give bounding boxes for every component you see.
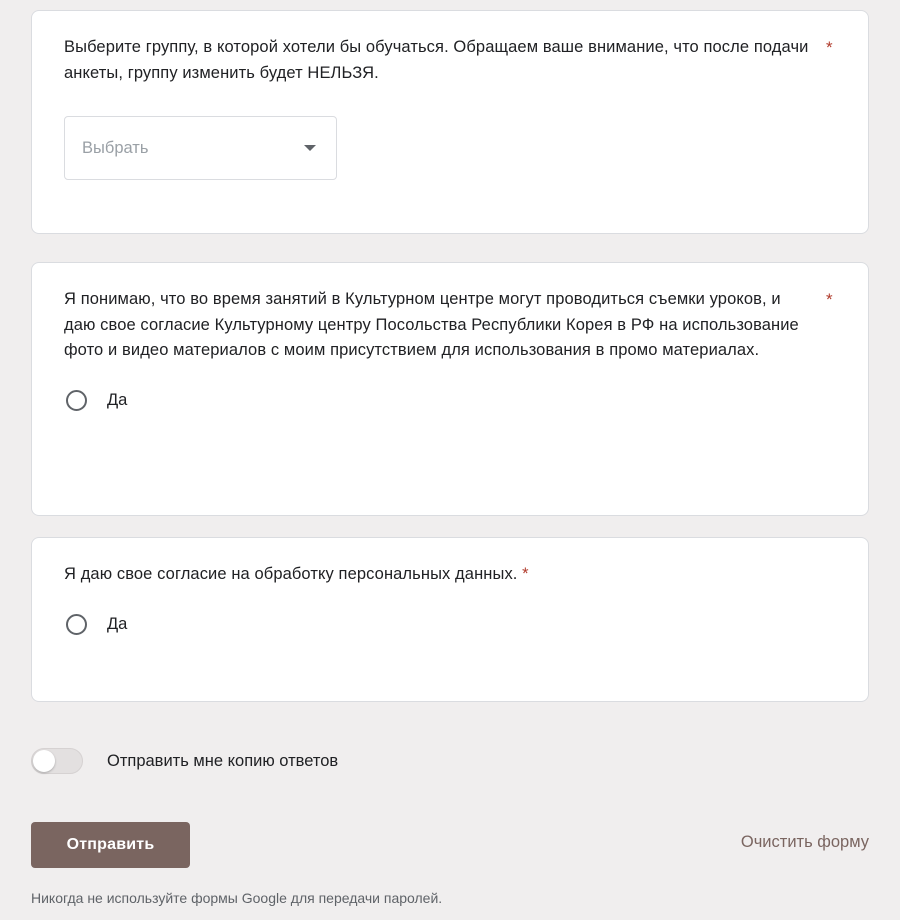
toggle-knob	[33, 750, 55, 772]
question-title: Я понимаю, что во время занятий в Культурном центре могут проводиться съемки уроков, и даю свое согласие Культурному центру Посольства Республики Корея в РФ на использование фото и видео материалов с моим присутствием для использования в промо материалах.	[64, 290, 799, 360]
question-card-body	[32, 11, 868, 204]
question-title-text: Я даю свое согласие на обработку персональных данных.	[64, 565, 518, 583]
submit-button[interactable]: Отправить	[31, 822, 190, 868]
question-card-body	[32, 263, 868, 435]
email-copy-toggle[interactable]	[31, 748, 83, 774]
radio-button-icon[interactable]	[66, 614, 87, 635]
question-card-media-consent	[31, 262, 869, 516]
question-card-personal-data-consent	[31, 537, 869, 702]
question-header	[64, 287, 836, 364]
email-copy-toggle-row[interactable]	[31, 748, 338, 774]
required-asterisk: *	[826, 38, 833, 57]
email-copy-toggle-label: Отправить мне копию ответов	[107, 751, 339, 770]
radio-option-yes[interactable]	[64, 614, 836, 635]
radio-option-yes[interactable]	[64, 390, 836, 411]
question-card-group-select	[31, 10, 869, 234]
question-card-body	[32, 538, 868, 659]
radio-option-label: Да	[107, 614, 128, 633]
question-title	[64, 562, 836, 588]
radio-button-icon[interactable]	[66, 390, 87, 411]
clear-form-link[interactable]: Очистить форму	[740, 833, 869, 851]
radio-option-label: Да	[107, 390, 128, 409]
chevron-down-icon	[304, 145, 316, 151]
required-asterisk: *	[826, 290, 833, 309]
form-disclaimer: Никогда не используйте формы Google для передачи паролей.	[31, 890, 443, 906]
required-asterisk: *	[522, 565, 529, 583]
question-header	[64, 35, 836, 86]
group-select-dropdown[interactable]	[64, 116, 337, 180]
question-title: Выберите группу, в которой хотели бы обучаться. Обращаем ваше внимание, что после подачи анкеты, группу изменить будет НЕЛЬЗЯ.	[64, 38, 809, 82]
question-header	[64, 562, 836, 588]
group-select-placeholder: Выбрать	[82, 138, 149, 157]
